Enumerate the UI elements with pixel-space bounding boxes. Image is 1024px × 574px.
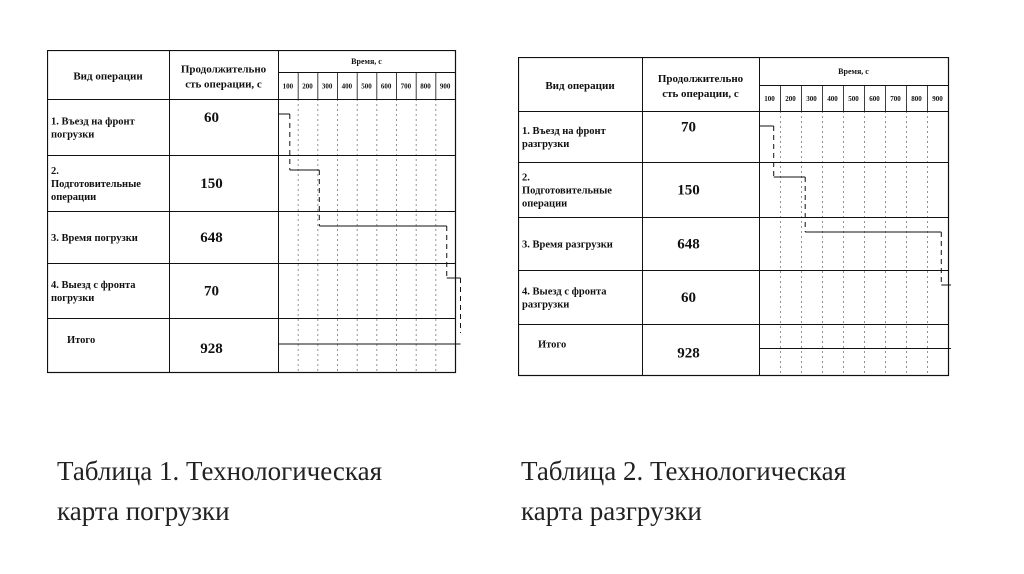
operation-duration: 928: [200, 341, 223, 357]
table-1-caption: [57, 451, 487, 531]
operation-duration: 70: [204, 283, 219, 300]
table-2-caption: [521, 451, 971, 531]
time-tick-label: 400: [341, 82, 353, 91]
operation-name: Итого: [538, 339, 567, 351]
time-tick-label: 800: [420, 82, 431, 91]
loading-flow-chart-table: [47, 50, 462, 376]
header-time-label: Время, с: [351, 57, 382, 66]
operation-duration: 150: [677, 182, 700, 199]
operation-duration: 928: [677, 345, 700, 362]
operation-name: 2.: [51, 166, 59, 177]
time-tick-label: 300: [806, 95, 817, 103]
operation-name: 2.: [522, 172, 530, 184]
caption-line: карта разгрузки: [521, 496, 702, 526]
operation-name: Подготовительные: [522, 185, 612, 197]
operation-duration: 70: [681, 119, 696, 136]
time-tick-label: 100: [764, 95, 775, 103]
time-tick-label: 900: [932, 95, 943, 103]
operation-name: операции: [522, 198, 568, 210]
operation-name: разгрузки: [522, 299, 570, 311]
header-operation-label: Вид операции: [73, 70, 143, 83]
operation-name: 1. Въезд на фронт: [51, 116, 135, 128]
time-tick-label: 100: [282, 82, 294, 91]
operation-name: 3. Время разгрузки: [522, 239, 613, 251]
operation-name: 4. Выезд с фронта: [522, 286, 607, 298]
header-operation-label: Вид операции: [545, 80, 615, 92]
time-tick-label: 600: [869, 95, 880, 103]
operation-name: 3. Время погрузки: [51, 233, 138, 244]
operation-name: 4. Выезд с фронта: [51, 280, 136, 291]
operation-duration: 150: [200, 176, 223, 192]
time-tick-label: 200: [785, 95, 796, 103]
operation-name: Подготовительные: [51, 179, 141, 190]
caption-line: карта погрузки: [57, 496, 230, 526]
time-tick-label: 700: [890, 95, 901, 103]
operation-name: погрузки: [51, 129, 95, 141]
operation-duration: 648: [677, 236, 700, 253]
operation-name: погрузки: [51, 293, 95, 304]
operation-name: 1. Въезд на фронт: [522, 126, 606, 137]
operation-duration: 60: [681, 290, 696, 306]
time-tick-label: 600: [380, 82, 392, 91]
header-duration-label: сть операции, с: [185, 78, 262, 91]
header-duration-label: Продолжительно: [657, 73, 744, 85]
operation-name: операции: [51, 192, 97, 203]
time-tick-label: 500: [848, 95, 859, 103]
operation-name: Итого: [67, 335, 96, 346]
header-time-label: Время, с: [838, 67, 869, 76]
time-tick-label: 400: [827, 95, 838, 103]
table-border: [519, 58, 949, 376]
unloading-flow-chart-table: [518, 57, 951, 379]
time-tick-label: 800: [911, 95, 922, 103]
caption-line: Таблица 2. Технологическая: [521, 456, 846, 486]
time-tick-label: 300: [321, 82, 333, 91]
operation-name: разгрузки: [522, 139, 570, 150]
time-tick-label: 500: [361, 82, 372, 91]
operation-duration: 60: [204, 110, 219, 126]
caption-line: Таблица 1. Технологическая: [57, 456, 382, 486]
header-duration-label: Продолжительно: [180, 63, 267, 76]
operation-duration: 648: [200, 230, 223, 246]
header-duration-label: сть операции, с: [662, 88, 739, 100]
time-tick-label: 700: [400, 82, 412, 91]
time-tick-label: 900: [439, 82, 451, 91]
time-tick-label: 200: [302, 82, 313, 91]
